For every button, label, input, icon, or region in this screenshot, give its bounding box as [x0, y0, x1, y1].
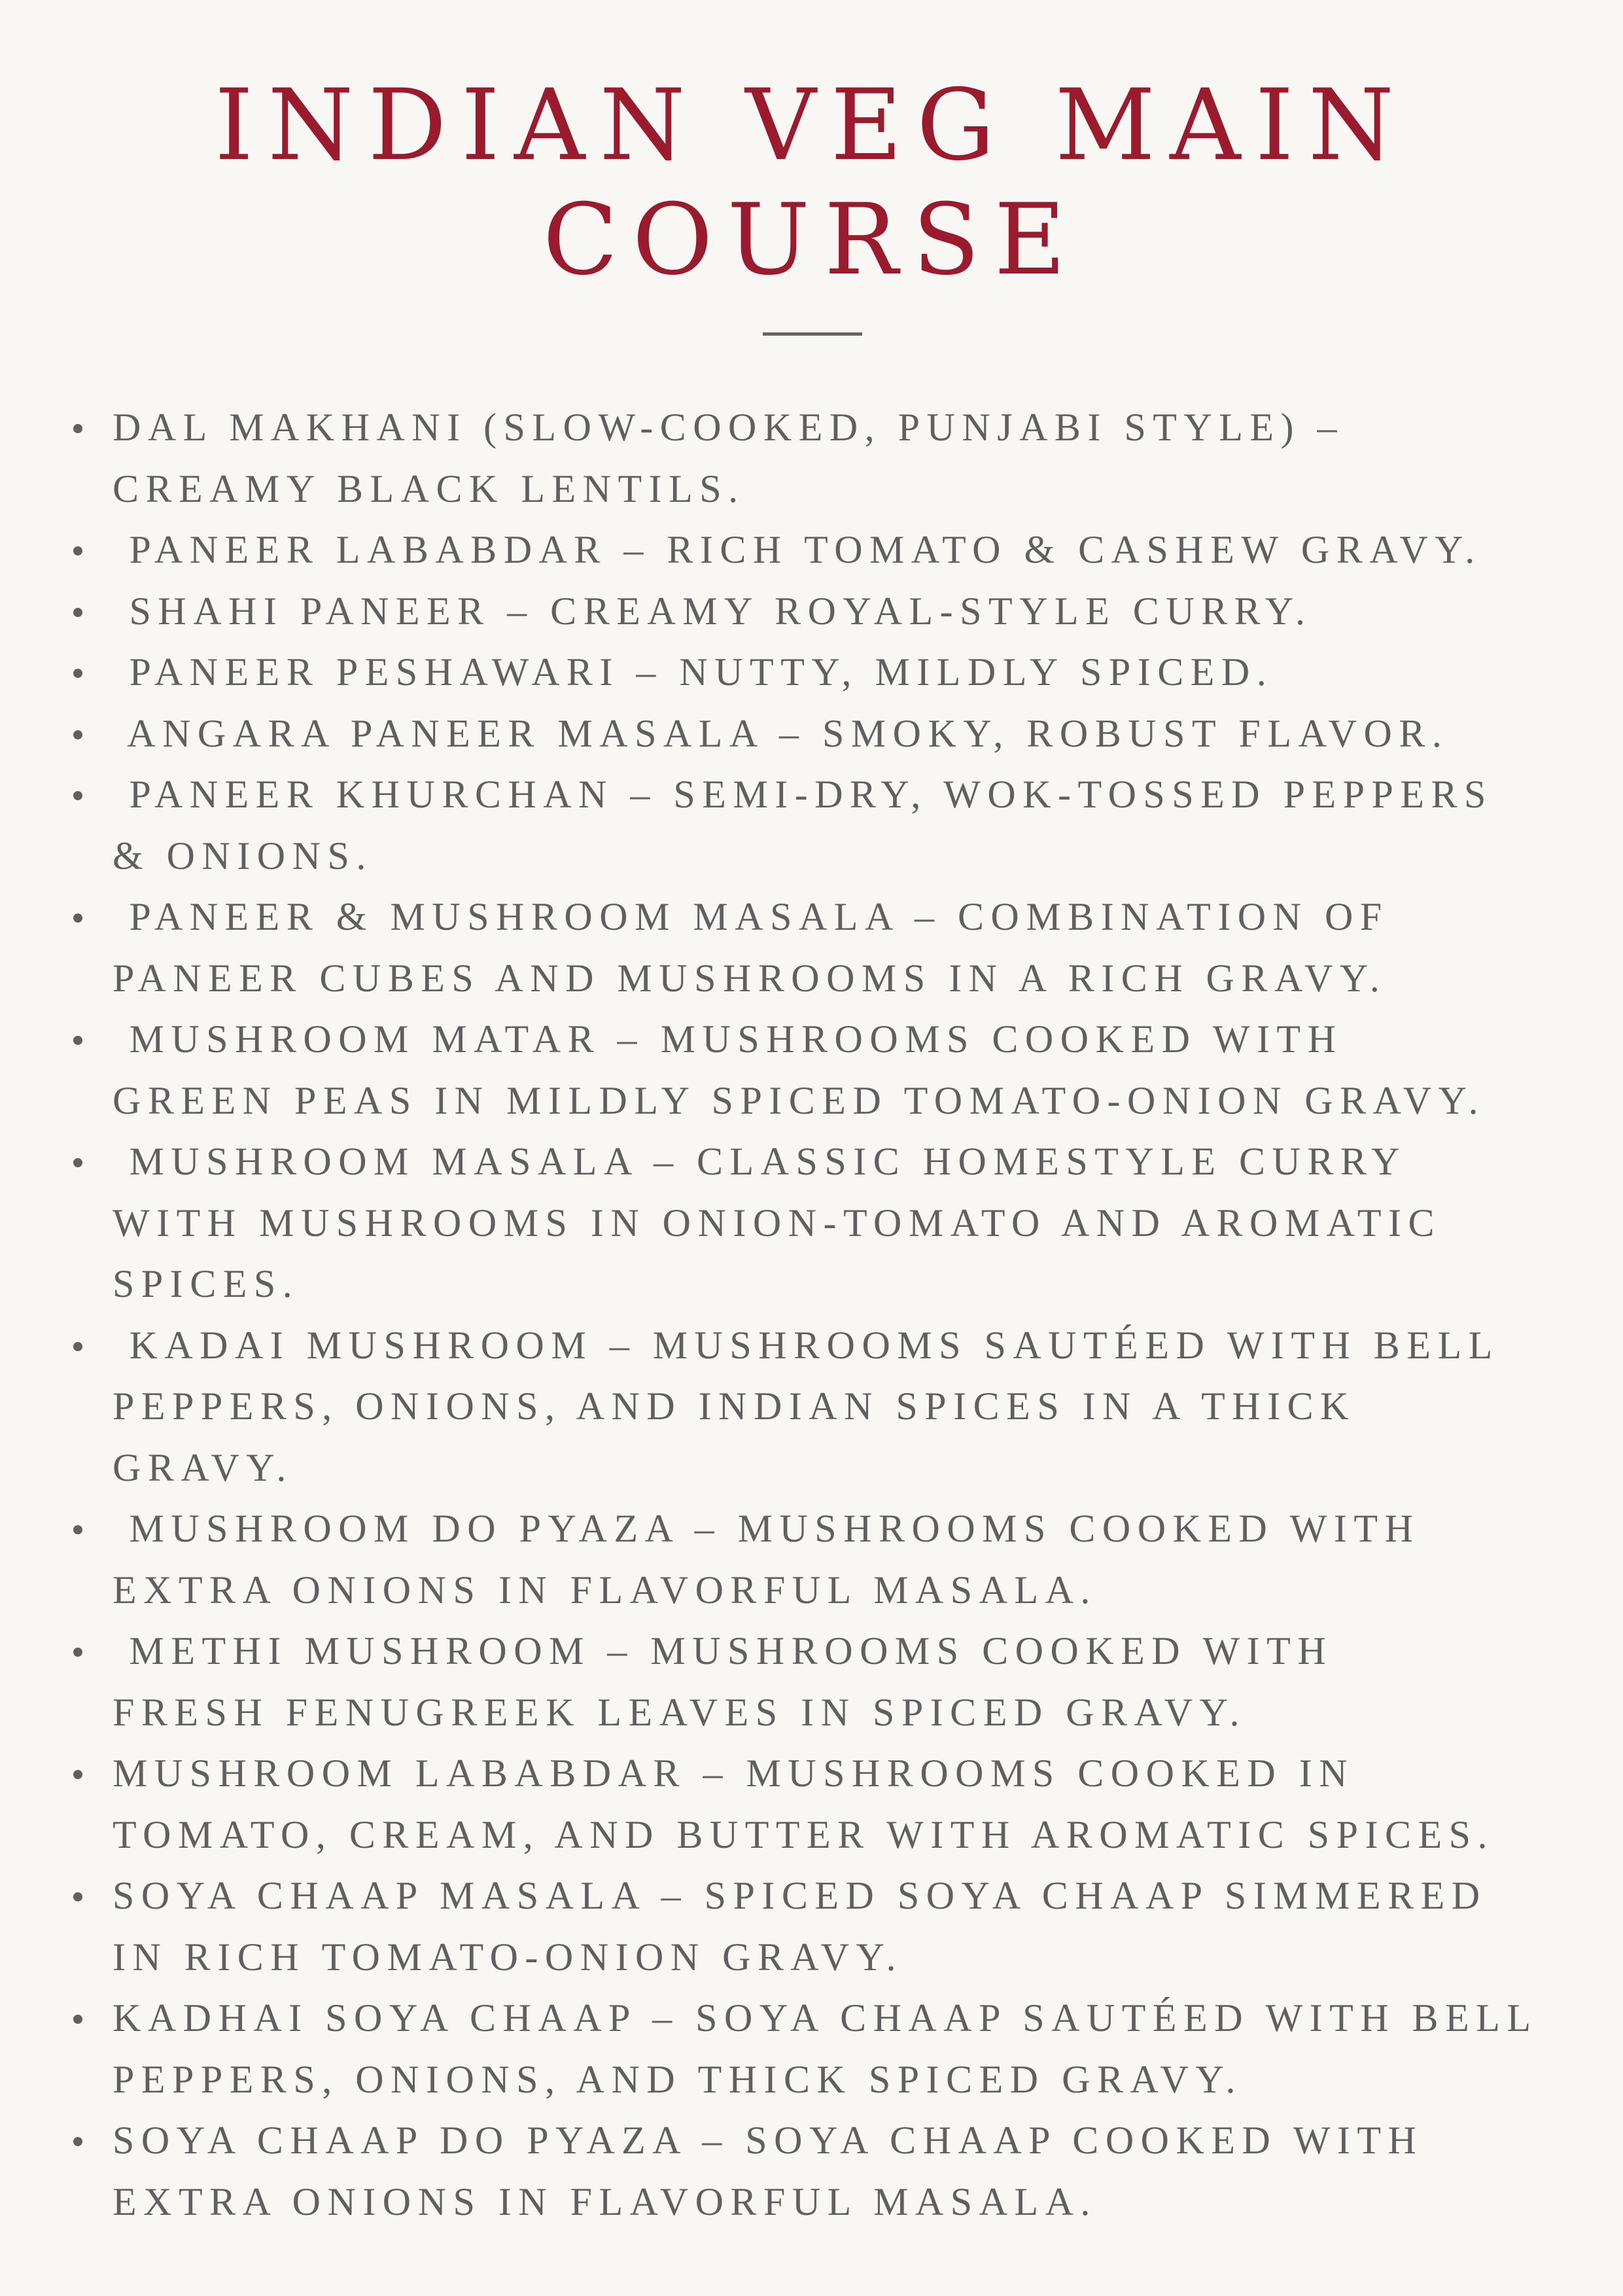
menu-item-text: CREAMY BLACK LENTILS.	[113, 467, 745, 510]
menu-item	[113, 887, 1597, 1009]
menu-item-text: KADAI MUSHROOM – MUSHROOMS SAUTÉED WITH BELL	[113, 1323, 1499, 1367]
menu-item-text: MUSHROOM MASALA – CLASSIC HOMESTYLE CURRY	[113, 1140, 1406, 1183]
menu-item-text: METHI MUSHROOM – MUSHROOMS COOKED WITH	[113, 1629, 1333, 1672]
menu-item-text: MUSHROOM MATAR – MUSHROOMS COOKED WITH	[113, 1017, 1343, 1061]
menu-item-text: SPICES.	[113, 1262, 300, 1305]
menu-item-text: GREEN PEAS IN MILDLY SPICED TOMATO-ONION GRAVY.	[113, 1078, 1486, 1122]
menu-item	[113, 397, 1597, 520]
menu-item-text: PEPPERS, ONIONS, AND INDIAN SPICES IN A THICK	[113, 1385, 1355, 1428]
page-title-line-1: INDIAN VEG MAIN	[214, 69, 1409, 183]
menu-item-text: DAL MAKHANI (SLOW-COOKED, PUNJABI STYLE) –	[113, 406, 1344, 449]
menu-item	[113, 2110, 1597, 2233]
menu-item	[113, 1865, 1597, 1988]
menu-list	[113, 397, 1597, 2233]
menu-item-text: SHAHI PANEER – CREAMY ROYAL-STYLE CURRY.	[113, 589, 1312, 633]
menu-item	[113, 642, 1597, 703]
menu-item	[113, 581, 1597, 643]
menu-item-text: KADHAI SOYA CHAAP – SOYA CHAAP SAUTÉED WITH BELL	[113, 1996, 1538, 2040]
menu-item-text: SOYA CHAAP DO PYAZA – SOYA CHAAP COOKED WITH	[113, 2119, 1423, 2162]
menu-item-text: PANEER KHURCHAN – SEMI-DRY, WOK-TOSSED PEPPERS	[113, 773, 1493, 816]
title-divider	[763, 332, 862, 336]
menu-item-text: EXTRA ONIONS IN FLAVORFUL MASALA.	[113, 2180, 1097, 2223]
menu-item-text: PANEER PESHAWARI – NUTTY, MILDLY SPICED.	[113, 650, 1274, 694]
menu-item	[113, 703, 1597, 765]
menu-item-text: PEPPERS, ONIONS, AND THICK SPICED GRAVY.	[113, 2057, 1242, 2101]
menu-item	[113, 1988, 1597, 2110]
menu-item-text: SOYA CHAAP MASALA – SPICED SOYA CHAAP SIMMERED	[113, 1874, 1487, 1917]
menu-item	[113, 1743, 1597, 1865]
menu-item-text: MUSHROOM LABABDAR – MUSHROOMS COOKED IN	[113, 1752, 1355, 1795]
page-title	[0, 69, 1623, 298]
menu-item	[113, 764, 1597, 887]
menu-item	[113, 1009, 1597, 1131]
menu-item-text: WITH MUSHROOMS IN ONION-TOMATO AND AROMATIC	[113, 1201, 1442, 1245]
menu-item	[113, 1498, 1597, 1621]
menu-item-text: MUSHROOM DO PYAZA – MUSHROOMS COOKED WITH	[113, 1507, 1420, 1550]
menu-item	[113, 1131, 1597, 1315]
menu-item-text: ANGARA PANEER MASALA – SMOKY, ROBUST FLAVOR.	[113, 711, 1449, 755]
page-title-line-2: COURSE	[542, 183, 1081, 297]
menu-item-text: IN RICH TOMATO-ONION GRAVY.	[113, 1935, 903, 1979]
menu-item-text: GRAVY.	[113, 1445, 293, 1489]
menu-item	[113, 520, 1597, 581]
menu-item-text: EXTRA ONIONS IN FLAVORFUL MASALA.	[113, 1568, 1097, 1612]
menu-item-text: PANEER & MUSHROOM MASALA – COMBINATION OF	[113, 895, 1389, 938]
menu-item-text: & ONIONS.	[113, 834, 373, 877]
menu-item-text: PANEER LABABDAR – RICH TOMATO & CASHEW GRAVY.	[113, 528, 1482, 571]
menu-item-text: PANEER CUBES AND MUSHROOMS IN A RICH GRAVY.	[113, 956, 1387, 1000]
menu-item	[113, 1315, 1597, 1499]
menu-item	[113, 1621, 1597, 1743]
menu-item-text: FRESH FENUGREEK LEAVES IN SPICED GRAVY.	[113, 1690, 1247, 1734]
menu-item-text: TOMATO, CREAM, AND BUTTER WITH AROMATIC SPICES.	[113, 1812, 1495, 1856]
